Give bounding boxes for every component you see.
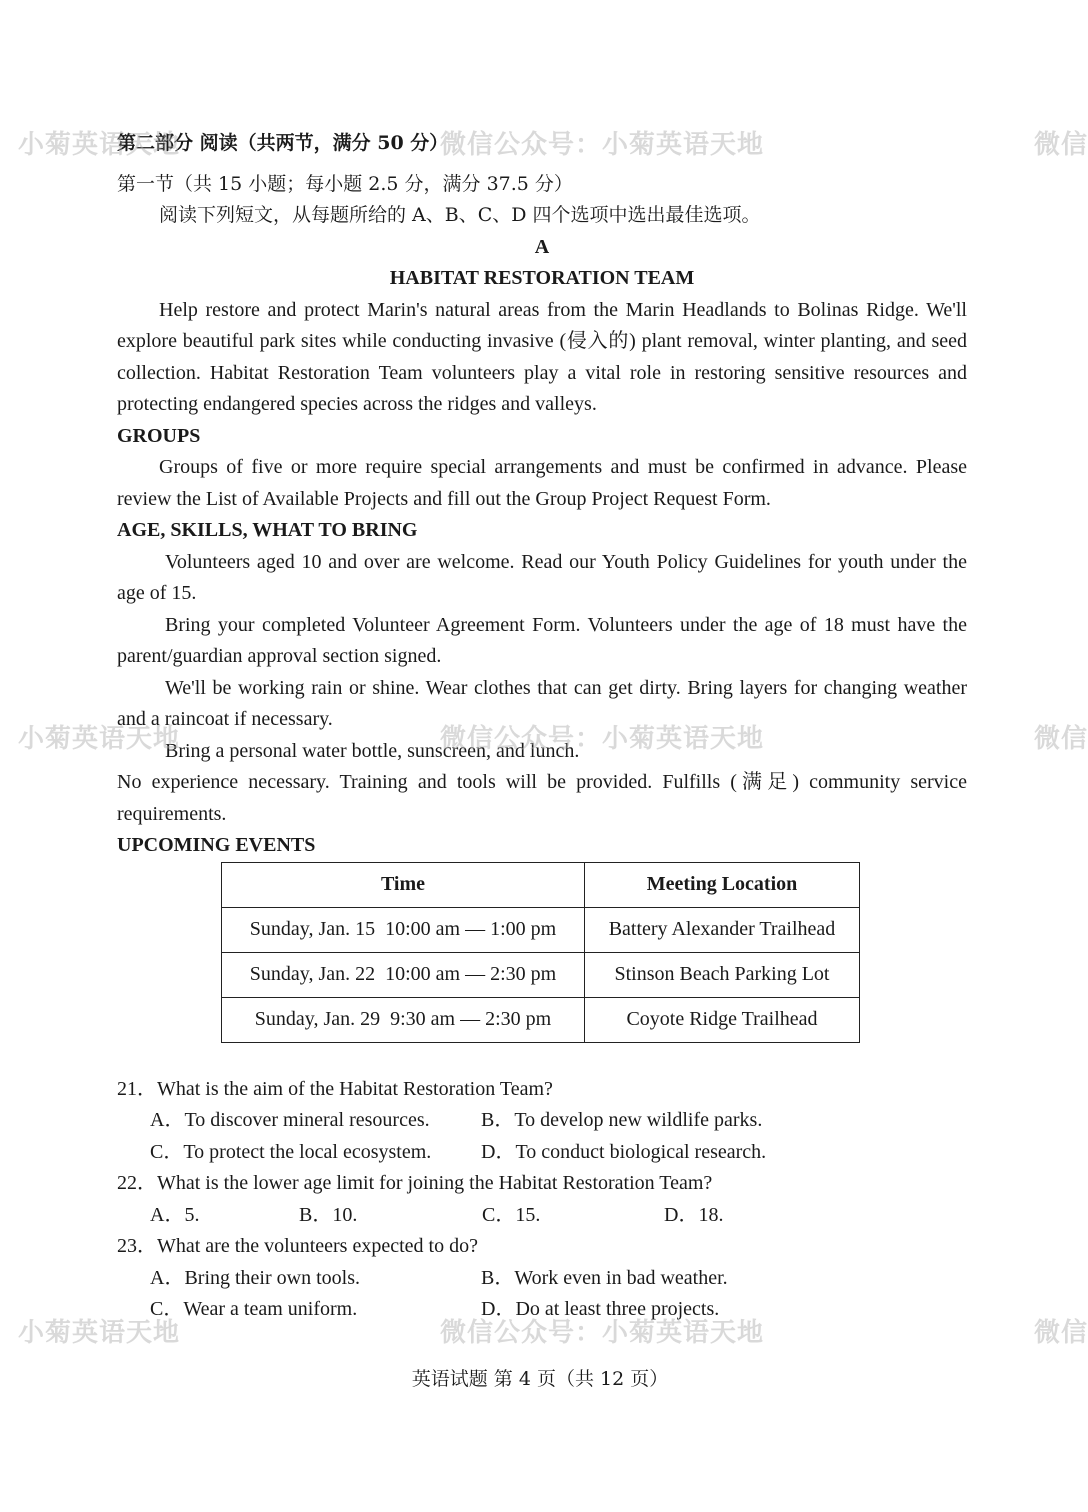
option-c[interactable]: C．15. (482, 1203, 541, 1226)
section-header: 第二部分 阅读（共两节，满分 50 分） (117, 132, 449, 154)
age-paragraph-1: Volunteers aged 10 and over are welcome. Read our Youth Policy Guidelines for youth under the age of 15. (117, 550, 967, 604)
watermark-name: 小菊英语天地 (18, 724, 181, 754)
watermark-official: 微信公众号：小菊英语天地 (440, 1318, 765, 1348)
groups-heading: GROUPS (117, 424, 201, 447)
option-a[interactable]: A．Bring their own tools. (150, 1266, 360, 1289)
event-time: Sunday, Jan. 22 10:00 am — 2:30 pm (222, 952, 585, 997)
option-c[interactable]: C．Wear a team uniform. (150, 1298, 358, 1320)
question-options (117, 1263, 967, 1326)
watermark-partial: 微信 (1034, 1318, 1088, 1348)
question-stem: 21．What is the aim of the Habitat Restoration Team? (117, 1077, 553, 1100)
question-22 (117, 1168, 967, 1231)
page-footer: 英语试题 第 4 页（共 12 页） (411, 1368, 669, 1390)
option-b[interactable]: B．To develop new wildlife parks. (481, 1109, 763, 1131)
table-row (222, 997, 860, 1042)
question-stem: 22．What is the lower age limit for joining the Habitat Restoration Team? (117, 1172, 713, 1194)
watermark-partial: 微信 (1034, 130, 1088, 160)
intro-paragraph: Help restore and protect Marin's natural areas from the Marin Headlands to Bolinas Ridge. We'll explore beautiful park sites while conducting invasive (侵入的) plant removal, winter planting, and seed collection. Habitat Restoration Team volunteers play a vital role in restoring sensitive resources and protecting endangered species across the ridges and valleys. (117, 298, 967, 415)
option-b[interactable]: B．10. (299, 1203, 358, 1226)
question-stem: 23．What are the volunteers expected to do? (117, 1235, 478, 1257)
event-time: Sunday, Jan. 15 10:00 am — 1:00 pm (222, 907, 585, 952)
column-header-time: Time (222, 862, 585, 907)
question-23 (117, 1231, 967, 1326)
age-paragraph-4: Bring a personal water bottle, sunscreen, and lunch. (165, 739, 580, 762)
question-21 (117, 1074, 967, 1169)
passage-label: A (534, 235, 550, 258)
event-location: Coyote Ridge Trailhead (585, 997, 860, 1042)
option-a[interactable]: A．To discover mineral resources. (150, 1109, 430, 1131)
question-options (117, 1200, 967, 1232)
option-d[interactable]: D．To conduct biological research. (481, 1140, 767, 1163)
age-paragraph-5: No experience necessary. Training and tools will be provided. Fulfills (满足) community service requirements. (117, 771, 967, 825)
watermark-partial: 微信 (1034, 724, 1088, 754)
option-c[interactable]: C．To protect the local ecosystem. (150, 1140, 432, 1163)
events-table (221, 862, 860, 1043)
age-paragraph-2: Bring your completed Volunteer Agreement Form. Volunteers under the age of 18 must have the parent/guardian approval section signed. (117, 613, 967, 667)
column-header-location: Meeting Location (585, 862, 860, 907)
event-location: Stinson Beach Parking Lot (585, 952, 860, 997)
instructions: 阅读下列短文，从每题所给的 A、B、C、D 四个选项中选出最佳选项。 (159, 204, 761, 226)
option-d[interactable]: D．Do at least three projects. (481, 1298, 720, 1320)
option-b[interactable]: B．Work even in bad weather. (481, 1266, 728, 1289)
groups-paragraph: Groups of five or more require special arrangements and must be confirmed in advance. Please review the List of Available Projects and fill out the Group Project Request Form. (117, 456, 967, 510)
watermark-name: 小菊英语天地 (18, 130, 181, 160)
watermark-official: 微信公众号：小菊英语天地 (440, 724, 765, 754)
option-a[interactable]: A．5. (150, 1203, 200, 1226)
table-row (222, 952, 860, 997)
option-d[interactable]: D．18. (664, 1203, 724, 1226)
watermark-official: 微信公众号：小菊英语天地 (440, 130, 765, 160)
events-heading: UPCOMING EVENTS (117, 834, 316, 856)
passage-title: HABITAT RESTORATION TEAM (389, 267, 695, 289)
subsection-header: 第一节（共 15 小题；每小题 2.5 分，满分 37.5 分） (117, 172, 573, 195)
watermark-name: 小菊英语天地 (18, 1318, 181, 1348)
table-row (222, 907, 860, 952)
question-options (117, 1105, 967, 1168)
event-location: Battery Alexander Trailhead (585, 907, 860, 952)
age-paragraph-3: We'll be working rain or shine. Wear clothes that can get dirty. Bring layers for changing weather and a raincoat if necessary. (117, 676, 967, 730)
age-skills-heading: AGE, SKILLS, WHAT TO BRING (117, 519, 418, 541)
exam-page (117, 126, 967, 1326)
events-table-header (222, 862, 860, 907)
event-time: Sunday, Jan. 29 9:30 am — 2:30 pm (222, 997, 585, 1042)
